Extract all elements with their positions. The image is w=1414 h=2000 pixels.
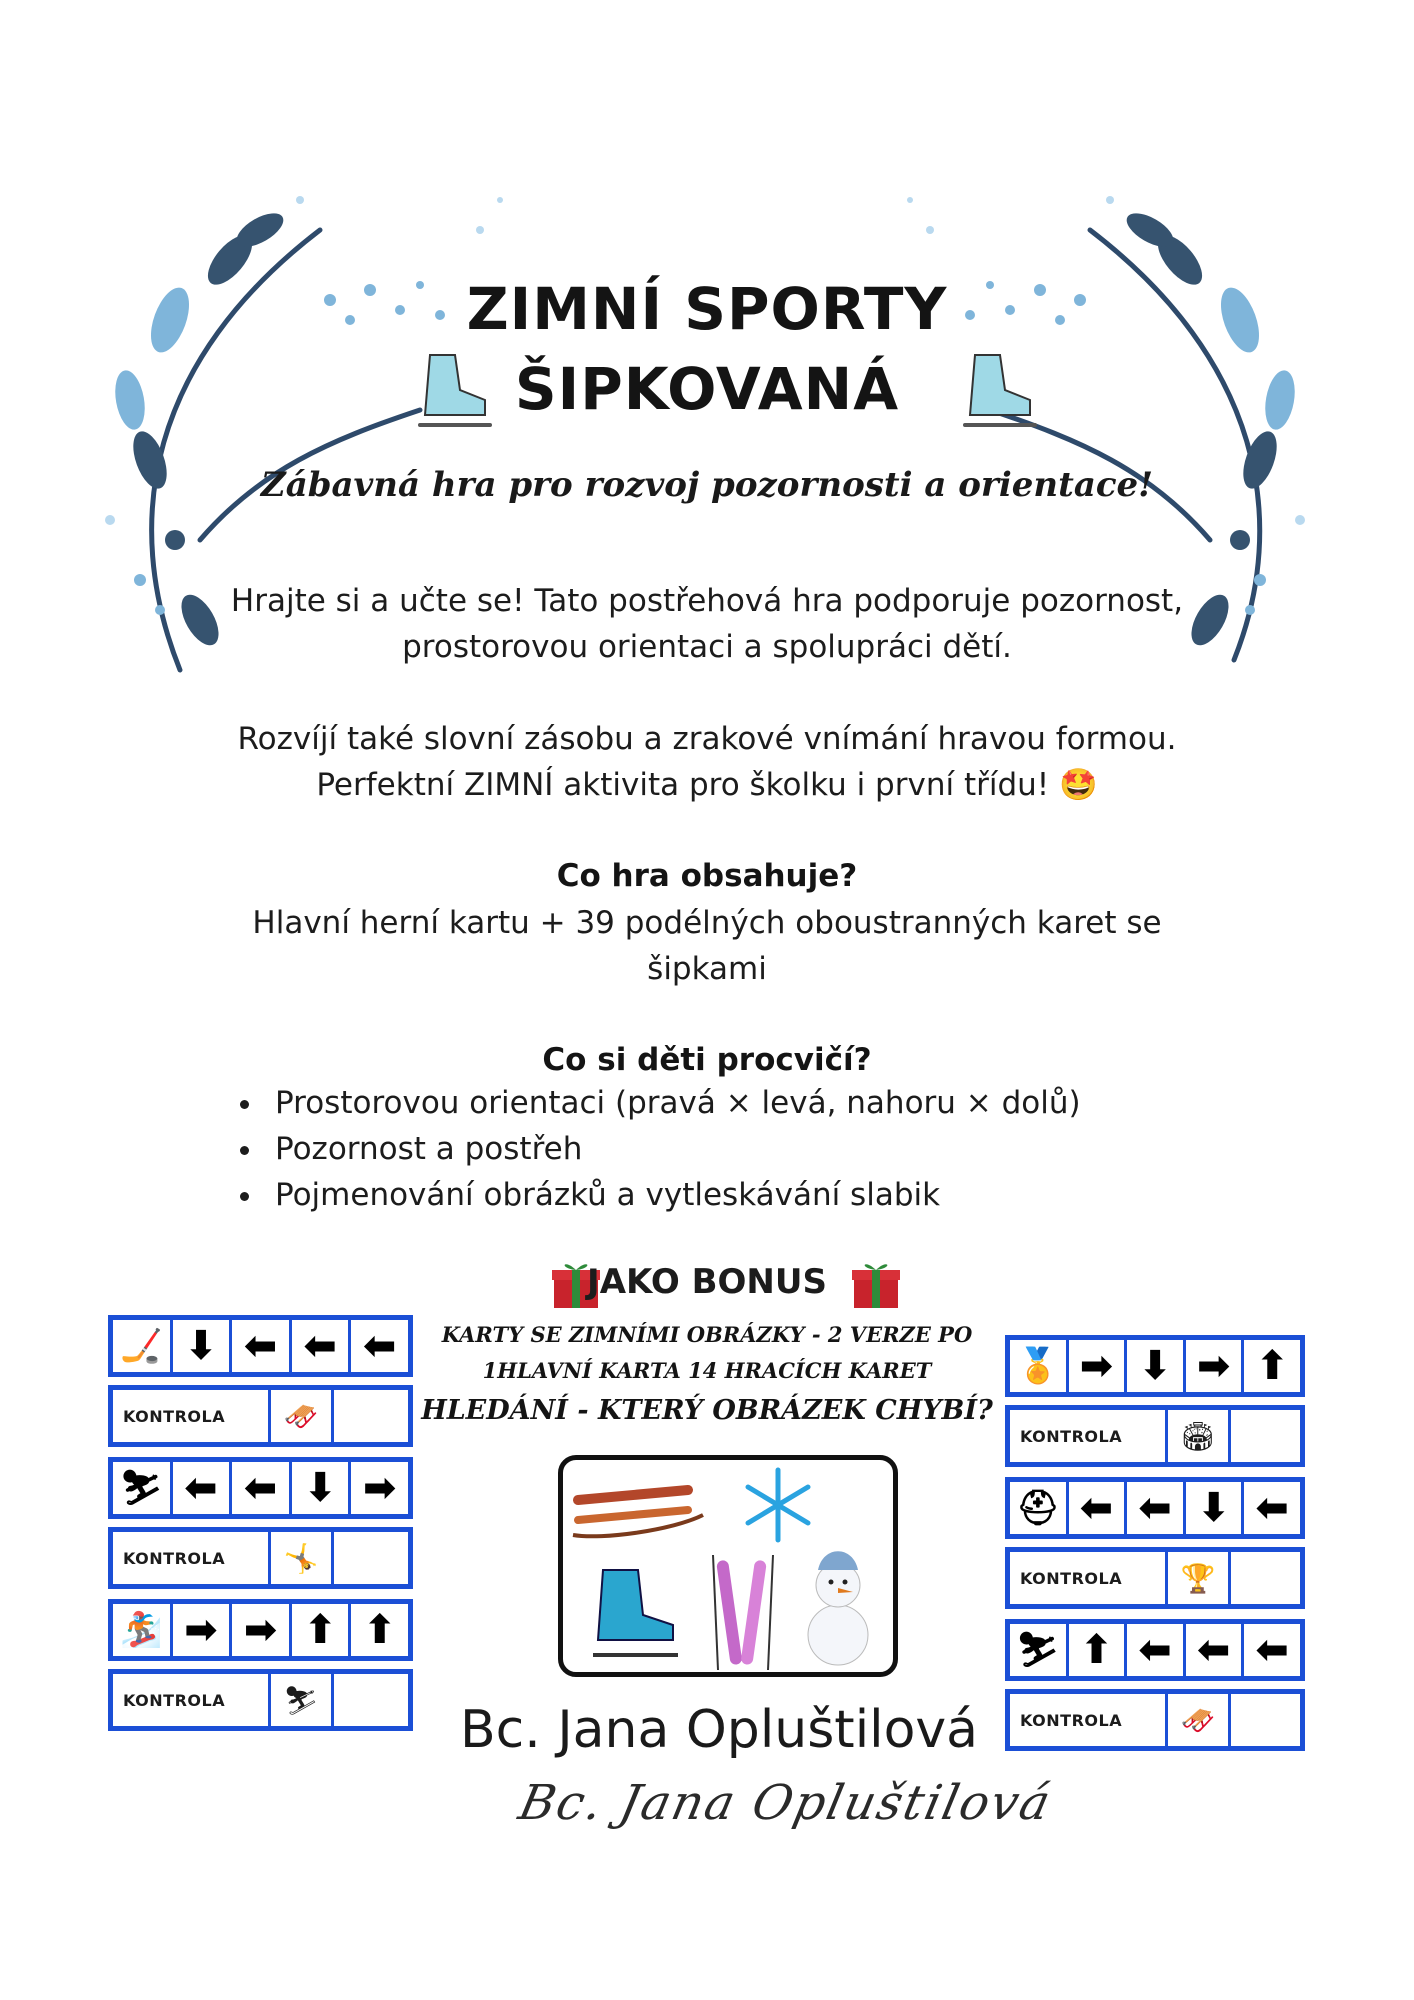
snowman-icon xyxy=(808,1551,868,1665)
intro-line-4: Perfektní ZIMNÍ aktivita pro školku i první třídu! 🤩 xyxy=(316,767,1098,803)
control-label: KONTROLA xyxy=(123,1690,226,1710)
arrow-icon: ⬅ xyxy=(1069,1482,1128,1534)
contents-heading: Co hra obsahuje? xyxy=(556,858,858,894)
arrow-icon: ⬅ xyxy=(232,1462,292,1514)
arrow-card xyxy=(108,1599,413,1661)
card-icon: 🏅 xyxy=(1010,1340,1069,1392)
bonus-line-3: HLEDÁNÍ - KTERÝ OBRÁZEK CHYBÍ? xyxy=(421,1395,993,1426)
arrow-icon: ⬇ xyxy=(292,1462,352,1514)
sled-icon xyxy=(573,1490,703,1536)
card-icon: 🏒 xyxy=(113,1320,173,1372)
title-line-1: ZIMNÍ SPORTY xyxy=(466,275,948,343)
winter-pictures-card xyxy=(558,1455,898,1677)
control-card xyxy=(1005,1405,1305,1467)
control-card xyxy=(1005,1547,1305,1609)
control-picture: 🛷 xyxy=(268,1390,334,1442)
arrow-icon: ➡ xyxy=(1186,1340,1245,1392)
arrow-icon: ⬆ xyxy=(1255,1343,1289,1389)
contents-line-1: Hlavní herní kartu + 39 podélných oboustranných karet se xyxy=(252,905,1162,941)
arrow-icon: ⬅ xyxy=(173,1462,233,1514)
intro-line-1: Hrajte si a učte se! Tato postřehová hra podporuje pozornost, xyxy=(230,583,1184,619)
bonus-line-2: 1HLAVNÍ KARTA 14 HRACÍCH KARET xyxy=(482,1358,932,1383)
card-icon: ⛑ xyxy=(1010,1482,1069,1534)
card-column-left xyxy=(108,1315,413,1745)
intro-line-2: prostorovou orientaci a spolupráci dětí. xyxy=(402,629,1012,665)
card-icon: ⛷ xyxy=(113,1462,173,1514)
control-picture: 🛷 xyxy=(1165,1694,1231,1746)
arrow-icon: ⬅ xyxy=(362,1323,397,1369)
skis-icon xyxy=(713,1555,773,1670)
arrow-icon: ⬅ xyxy=(1127,1624,1186,1676)
arrow-icon: ⬇ xyxy=(173,1320,233,1372)
list-item: • Pozornost a postřeh xyxy=(265,1126,1081,1172)
winter-items-illustration xyxy=(563,1460,893,1672)
control-picture: ⛷ xyxy=(268,1674,334,1726)
list-item: • Pojmenování obrázků a vytleskávání slabik xyxy=(265,1172,1081,1218)
control-card xyxy=(108,1527,413,1589)
card-column-right xyxy=(1005,1335,1305,1765)
arrow-card xyxy=(108,1315,413,1377)
practice-heading: Co si děti procvičí? xyxy=(542,1042,872,1078)
ice-skate-icon xyxy=(410,345,500,435)
bonus-line-1: KARTY SE ZIMNÍMI OBRÁZKY - 2 VERZE PO xyxy=(441,1322,973,1347)
arrow-icon: ⬅ xyxy=(1186,1624,1245,1676)
arrow-card xyxy=(1005,1477,1305,1539)
snowflake-icon xyxy=(748,1470,808,1540)
control-picture: 🏟 xyxy=(1165,1410,1231,1462)
control-card xyxy=(1005,1689,1305,1751)
control-label: KONTROLA xyxy=(123,1548,226,1568)
title-line-2: ŠIPKOVANÁ xyxy=(514,355,900,423)
contents-line-2: šipkami xyxy=(647,951,767,987)
arrow-icon: ⬅ xyxy=(292,1320,352,1372)
practice-list xyxy=(225,1080,1081,1218)
ice-skate-icon xyxy=(955,345,1045,435)
arrow-icon: ⬆ xyxy=(1069,1624,1128,1676)
arrow-card xyxy=(1005,1619,1305,1681)
arrow-icon: ➡ xyxy=(173,1604,233,1656)
control-card xyxy=(108,1385,413,1447)
control-picture: 🏆 xyxy=(1165,1552,1231,1604)
arrow-icon: ⬆ xyxy=(292,1604,352,1656)
card-icon: ⛷ xyxy=(1010,1624,1069,1676)
arrow-icon: ➡ xyxy=(362,1465,397,1511)
arrow-icon: ⬅ xyxy=(232,1320,292,1372)
control-label: KONTROLA xyxy=(1020,1710,1123,1730)
subtitle: Zábavná hra pro rozvoj pozornosti a orientace! xyxy=(260,465,1154,505)
author-name: Bc. Jana Opluštilová xyxy=(460,1700,979,1760)
arrow-icon: ➡ xyxy=(1069,1340,1128,1392)
author-signature: Bc. Jana Opluštilová xyxy=(514,1775,1057,1831)
ice-skates-icon xyxy=(593,1570,678,1655)
arrow-card xyxy=(1005,1335,1305,1397)
list-item: • Prostorovou orientaci (pravá × levá, nahoru × dolů) xyxy=(265,1080,1081,1126)
control-card xyxy=(108,1669,413,1731)
intro-line-3: Rozvíjí také slovní zásobu a zrakové vnímání hravou formou. xyxy=(237,721,1177,757)
control-picture: 🤸 xyxy=(268,1532,334,1584)
control-label: KONTROLA xyxy=(1020,1568,1123,1588)
control-label: KONTROLA xyxy=(123,1406,226,1426)
arrow-card xyxy=(108,1457,413,1519)
arrow-icon: ⬅ xyxy=(1255,1485,1289,1531)
control-label: KONTROLA xyxy=(1020,1426,1123,1446)
arrow-icon: ⬅ xyxy=(1127,1482,1186,1534)
arrow-icon: ⬇ xyxy=(1127,1340,1186,1392)
arrow-icon: ⬅ xyxy=(1255,1627,1289,1673)
arrow-icon: ⬆ xyxy=(362,1607,397,1653)
bonus-title: JAKO BONUS xyxy=(587,1262,827,1302)
arrow-icon: ⬇ xyxy=(1186,1482,1245,1534)
card-icon: 🏂 xyxy=(113,1604,173,1656)
arrow-icon: ➡ xyxy=(232,1604,292,1656)
